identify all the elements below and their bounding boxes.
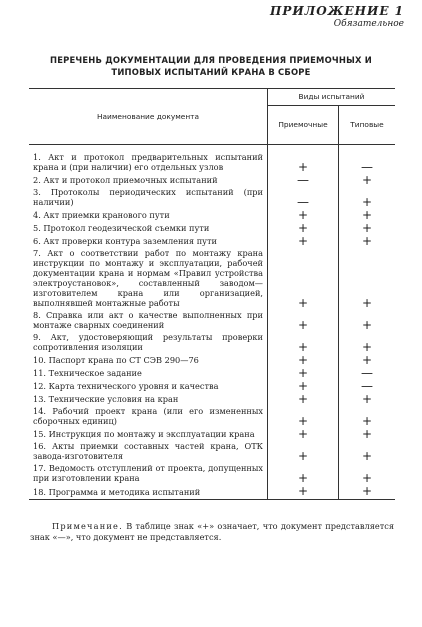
acceptance-mark: + bbox=[268, 405, 339, 427]
type-tests-mark: + bbox=[361, 414, 373, 428]
acceptance-mark: + bbox=[268, 392, 339, 405]
acceptance-mark: + bbox=[268, 440, 339, 462]
footnote bbox=[30, 521, 394, 543]
table-row bbox=[29, 379, 395, 392]
type-tests-mark: + bbox=[361, 392, 373, 406]
acceptance-mark: + bbox=[268, 221, 339, 234]
acceptance-mark: — bbox=[268, 173, 339, 186]
acceptance-mark: + bbox=[268, 331, 339, 353]
type-tests-mark: — bbox=[361, 379, 373, 393]
table-row bbox=[29, 208, 395, 221]
document-name-cell: 7. Акт о соответствии работ по монтажу крана инструкции по монтажу и эксплуатации, рабочей документации крана и нормам «Правил устройства электроустановок», составленный заводом—изготовителем крана или организацией, выполнявшей монтажные работы bbox=[29, 247, 268, 309]
column-header-acceptance: Приемочные bbox=[268, 106, 339, 145]
table-row bbox=[29, 247, 395, 309]
acceptance-mark: + bbox=[268, 247, 339, 309]
type-tests-mark: + bbox=[361, 195, 373, 209]
document-name-cell: 10. Паспорт крана по СТ СЭВ 290—76 bbox=[29, 353, 268, 366]
type-tests-mark: + bbox=[339, 484, 396, 500]
document-name-cell: 14. Рабочий проект крана (или его измененных сборочных единиц) bbox=[29, 405, 268, 427]
type-tests-mark: + bbox=[361, 234, 373, 248]
document-name-cell: 17. Ведомость отступлений от проекта, допущенных при изготовлении крана bbox=[29, 462, 268, 484]
acceptance-mark: + bbox=[268, 309, 339, 331]
type-tests-mark: + bbox=[361, 318, 373, 332]
column-header-type-tests: Типовые bbox=[339, 106, 396, 145]
type-tests-mark: + bbox=[361, 353, 373, 367]
document-title: ПЕРЕЧЕНЬ ДОКУМЕНТАЦИИ ДЛЯ ПРОВЕДЕНИЯ ПРИЕМОЧНЫХ И ТИПОВЫХ ИСПЫТАНИЙ КРАНА В СБОРЕ bbox=[50, 55, 372, 77]
table-row bbox=[29, 151, 395, 173]
table-row bbox=[29, 186, 395, 208]
table-row bbox=[29, 366, 395, 379]
document-name-cell: 1. Акт и протокол предварительных испытаний крана и (при наличии) его отдельных узлов bbox=[29, 151, 268, 173]
document-name-cell: 18. Программа и методика испытаний bbox=[29, 484, 268, 500]
document-name-cell: 13. Технические условия на кран bbox=[29, 392, 268, 405]
table-row bbox=[29, 234, 395, 247]
document-name-cell: 4. Акт приемки кранового пути bbox=[29, 208, 268, 221]
table-row bbox=[29, 331, 395, 353]
type-tests-mark: + bbox=[361, 208, 373, 222]
type-tests-mark: + bbox=[361, 296, 373, 310]
type-tests-mark: + bbox=[361, 173, 373, 187]
table-row bbox=[29, 405, 395, 427]
column-header-name: Наименование документа bbox=[29, 89, 268, 145]
acceptance-mark: + bbox=[268, 151, 339, 173]
document-name-cell: 3. Протоколы периодических испытаний (при наличии) bbox=[29, 186, 268, 208]
table-row bbox=[29, 440, 395, 462]
document-name-cell: 6. Акт проверки контура заземления пути bbox=[29, 234, 268, 247]
type-tests-mark: + bbox=[361, 340, 373, 354]
table-row bbox=[29, 484, 395, 500]
document-name-cell: 16. Акты приемки составных частей крана, ОТК завода-изготовителя bbox=[29, 440, 268, 462]
acceptance-mark: + bbox=[268, 234, 339, 247]
document-name-cell: 12. Карта технического уровня и качества bbox=[29, 379, 268, 392]
column-header-test-types: Виды испытаний bbox=[268, 89, 396, 106]
acceptance-mark: + bbox=[268, 353, 339, 366]
acceptance-mark: — bbox=[268, 186, 339, 208]
acceptance-mark: + bbox=[268, 208, 339, 221]
acceptance-mark: + bbox=[268, 427, 339, 440]
footnote-label: Примечание. bbox=[52, 521, 123, 531]
table-body bbox=[29, 145, 395, 500]
type-tests-mark: + bbox=[361, 449, 373, 463]
document-name-cell: 15. Инструкция по монтажу и эксплуатации крана bbox=[29, 427, 268, 440]
table-row bbox=[29, 462, 395, 484]
acceptance-mark: + bbox=[268, 462, 339, 484]
document-name-cell: 5. Протокол геодезической съемки пути bbox=[29, 221, 268, 234]
document-name-cell: 8. Справка или акт о качестве выполненных при монтаже сварных соединений bbox=[29, 309, 268, 331]
type-tests-mark: + bbox=[361, 221, 373, 235]
acceptance-mark: + bbox=[268, 379, 339, 392]
table-row bbox=[29, 309, 395, 331]
type-tests-mark: — bbox=[361, 160, 373, 174]
type-tests-mark: — bbox=[361, 366, 373, 380]
table-row bbox=[29, 221, 395, 234]
documents-table bbox=[29, 88, 395, 500]
acceptance-mark: + bbox=[268, 484, 339, 500]
appendix-subtitle: Обязательное bbox=[333, 19, 404, 29]
footnote-text: В таблице знак «+» означает, что документ представляется знак «—», что документ не представляется. bbox=[30, 521, 394, 542]
document-name-cell: 11. Техническое задание bbox=[29, 366, 268, 379]
type-tests-mark: + bbox=[361, 471, 373, 485]
table-row bbox=[29, 353, 395, 366]
acceptance-mark: + bbox=[268, 366, 339, 379]
appendix-title: ПРИЛОЖЕНИЕ 1 bbox=[269, 4, 404, 18]
table-row bbox=[29, 173, 395, 186]
type-tests-mark: + bbox=[361, 427, 373, 441]
appendix-header bbox=[270, 4, 404, 29]
table-row bbox=[29, 392, 395, 405]
table-row bbox=[29, 427, 395, 440]
document-name-cell: 2. Акт и протокол приемочных испытаний bbox=[29, 173, 268, 186]
document-name-cell: 9. Акт, удостоверяющий результаты проверки сопротивления изоляции bbox=[29, 331, 268, 353]
